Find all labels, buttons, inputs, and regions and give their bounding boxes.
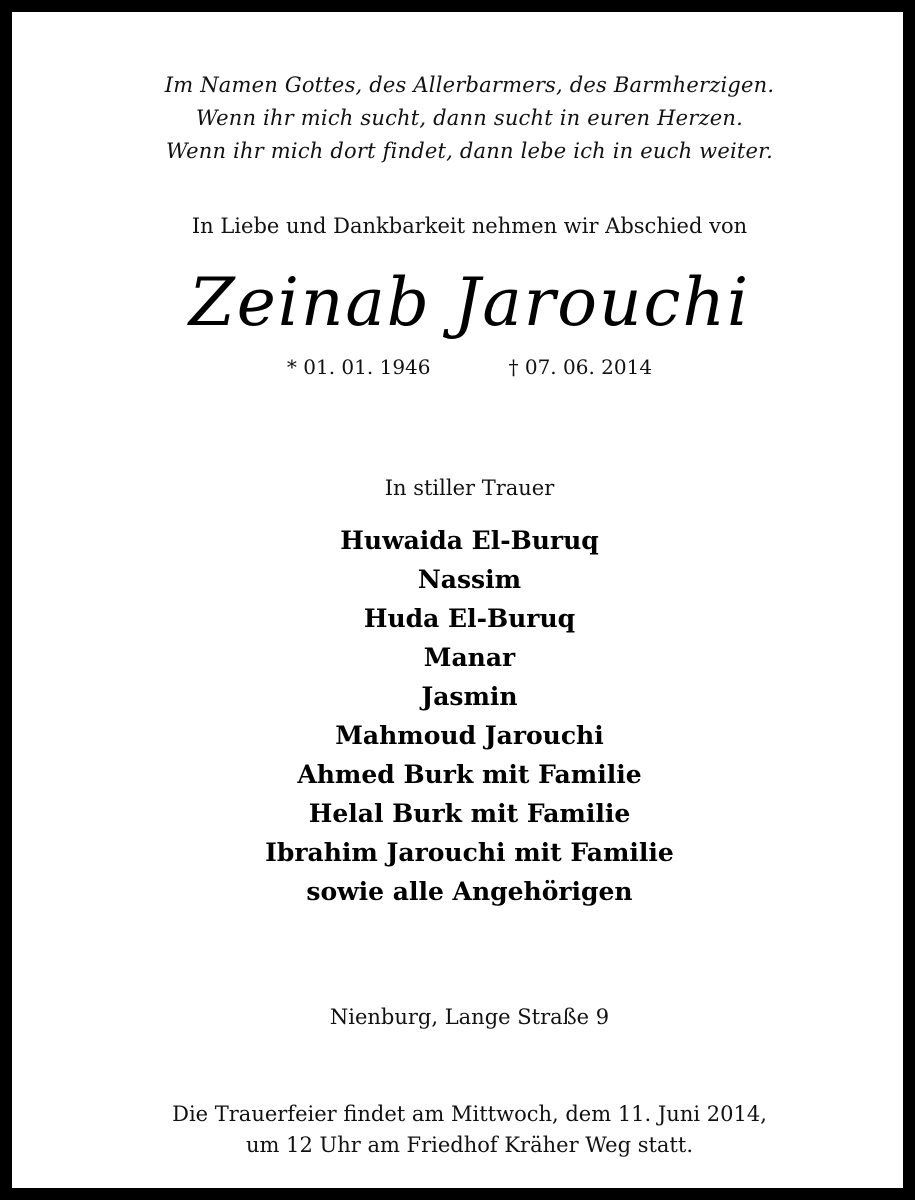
mourner-name: Jasmin — [421, 682, 518, 711]
poem-line: Wenn ihr mich sucht, dann sucht in euren Herzen. — [196, 106, 743, 130]
deceased-name: Zeinab Jarouchi — [188, 264, 751, 341]
mourner-name: Nassim — [417, 565, 522, 594]
mourner-name: Ibrahim Jarouchi mit Familie — [265, 838, 674, 867]
ceremony-line: um 12 Uhr am Friedhof Kräher Weg statt. — [246, 1133, 693, 1157]
poem-line: Wenn ihr mich dort findet, dann lebe ich in euch weiter. — [166, 139, 773, 163]
mourner-name: Huwaida El-Buruq — [340, 526, 599, 555]
death-date: † 07. 06. 2014 — [508, 355, 653, 379]
mourner-name: sowie alle Angehörigen — [306, 877, 633, 906]
ceremony-line: Die Trauerfeier findet am Mittwoch, dem 11. Juni 2014, — [172, 1102, 767, 1126]
life-dates — [12, 353, 915, 381]
mourner-name: Huda El-Buruq — [363, 604, 576, 633]
birth-date: * 01. 01. 1946 — [286, 355, 431, 379]
mourner-name: Helal Burk mit Familie — [308, 799, 631, 828]
mourner-name: Manar — [423, 643, 516, 672]
mourner-name: Mahmoud Jarouchi — [335, 721, 604, 750]
farewell-intro: In Liebe und Dankbarkeit nehmen wir Abschied von — [191, 214, 748, 238]
mourner-name: Ahmed Burk mit Familie — [297, 760, 642, 789]
mourners-list — [12, 521, 915, 911]
mourning-label: In stiller Trauer — [384, 476, 555, 500]
family-address: Nienburg, Lange Straße 9 — [329, 1005, 610, 1029]
poem-line: Im Namen Gottes, des Allerbarmers, des Barmherzigen. — [164, 73, 775, 97]
funeral-ceremony-info — [12, 1099, 915, 1161]
poem-verse — [12, 69, 915, 168]
